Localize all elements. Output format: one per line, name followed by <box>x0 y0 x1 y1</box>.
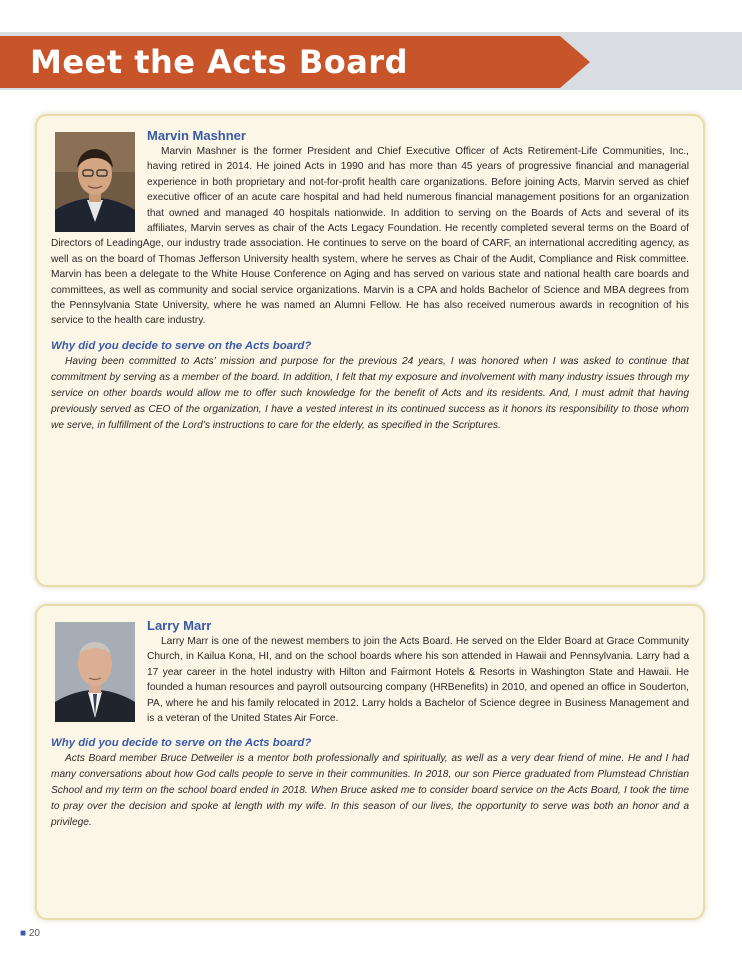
member-name: Marvin Mashner <box>147 128 246 143</box>
page-number <box>20 928 40 939</box>
page-title: Meet the Acts Board <box>30 43 408 81</box>
page-number-marker: ■ <box>20 928 27 939</box>
header-banner-arrow <box>560 36 590 88</box>
question-heading: Why did you decide to serve on the Acts board? <box>51 737 312 750</box>
question-heading: Why did you decide to serve on the Acts board? <box>51 339 312 352</box>
member-card-larry-marr <box>35 604 705 920</box>
answer-text: Acts Board member Bruce Detweiler is a mentor both professionally and spiritually, as well as a very dear friend of mine. He and I had many conversations about how God calls people to serve in their communities. In 2018, our son Pierce graduated from Plumstead Christian School and my term on the school board ended in 2018. When Bruce asked me to consider board service on the Acts Board, I took the time to pray over the decision and spoke at length with my wife. In this season of our lives, the opportunity to serve was both an honor and a privilege. <box>51 753 689 829</box>
portrait-photo-marvin-mashner <box>55 132 135 232</box>
member-name: Larry Marr <box>147 618 212 633</box>
answer-text: Having been committed to Acts’ mission and purpose for the previous 24 years, I was honored when I was asked to continue that commitment by serving as a member of the board. In addition, I felt that my exposure and involvement with many industry issues through my service on other boards would allow me to offer such knowledge for the benefit of Acts and its residents. And, I must admit that having previously served as CEO of the organization, I have a vested interest in its continued success as it honors its responsibility to those whom we serve, in fulfillment of the Lord’s instructions to care for the elderly, as specified in the Scriptures. <box>51 355 689 431</box>
member-bio: Larry Marr is one of the newest members to join the Acts Board. He served on the Elder Board at Grace Community Church, in Kailua Kona, HI, and on the school boards where his son attended in Hawaii and Pennsylvania. Larry had a 17 year career in the hotel industry with Hilton and Fairmont Hotels & Resorts in Washington State and Hawaii. He founded a human resources and payroll outsourcing company (HRBenefits) in 2010, and opened an office in Souderton, PA, where he and his family relocated in 2012. Larry holds a Bachelor of Science degree in Business Management and is a veteran of the United States Air Force. <box>147 636 689 725</box>
portrait-photo-larry-marr <box>55 622 135 722</box>
member-card-marvin-mashner <box>35 114 705 587</box>
page-number-text: 20 <box>28 928 40 939</box>
member-bio: Marvin Mashner is the former President and Chief Executive Officer of Acts Retirement-Life Communities, Inc., having retired in 2014. He joined Acts in 1990 and has more than 45 years of progressive financial and managerial experience in both proprietary and not-for-profit health care organizations. Before joining Acts, Marvin served as chief executive officer of an acute care hospital and had held numerous financial management positions for an organization that owned and managed 40 hospitals nationwide. In addition to serving on the Boards of Acts and several of its affiliates, Marvin serves as chair of the Acts Legacy Foundation. He recently completed several terms on the Board of Directors of LeadingAge, our industry trade association. He continues to serve on the board of CARF, an international accrediting agency, as well as on the board of Thomas Jefferson University health system, where he serves as Chair of the Audit, Compliance and Risk committee. Marvin has been a delegate to the White House Conference on Aging and has served on various state and national health care boards and committees, as well as community and social service organizations. Marvin is a CPA and holds Bachelor of Science and MBA degrees from the Pennsylvania State University, where he was named an Alumni Fellow. He has also received numerous awards in recognition of his service to the health care industry. <box>51 146 689 327</box>
